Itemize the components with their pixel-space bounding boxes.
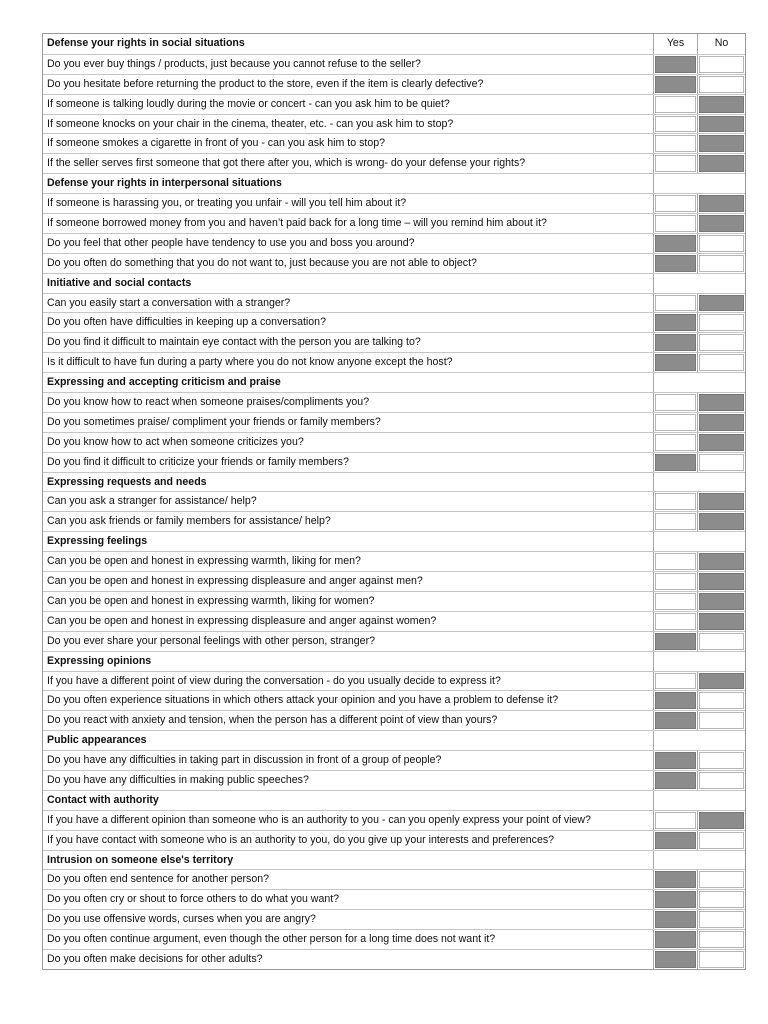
question-text: Do you know how to react when someone praises/compliments you? (43, 393, 654, 412)
yes-answer-cell[interactable] (654, 234, 698, 253)
yes-answer-cell[interactable] (654, 672, 698, 691)
no-answer-cell[interactable] (698, 393, 745, 412)
section-header-row (43, 730, 745, 750)
no-answer-cell[interactable] (698, 413, 745, 432)
yes-answer-cell[interactable] (654, 55, 698, 74)
question-row (43, 770, 745, 790)
question-row (43, 671, 745, 691)
yes-answer-cell[interactable] (654, 433, 698, 452)
yes-answer-cell[interactable] (654, 930, 698, 949)
yes-column-header (654, 473, 698, 492)
no-answer-cell[interactable] (698, 831, 745, 850)
question-text: Do you have any difficulties in taking part in discussion in front of a group of people? (43, 751, 654, 770)
question-text: Do you often do something that you do not want to, just because you are not able to object? (43, 254, 654, 273)
yes-answer-box (655, 593, 696, 610)
no-answer-box (699, 394, 744, 411)
question-text: Do you find it difficult to maintain eye contact with the person you are talking to? (43, 333, 654, 352)
no-answer-cell[interactable] (698, 811, 745, 830)
question-text: If you have a different point of view during the conversation - do you usually decide to express it? (43, 672, 654, 691)
question-row (43, 750, 745, 770)
yes-answer-box (655, 673, 696, 690)
yes-answer-box (655, 96, 696, 113)
yes-answer-box (655, 891, 696, 908)
question-text: If someone smokes a cigarette in front of you - can you ask him to stop? (43, 134, 654, 153)
question-text: If someone is harassing you, or treating you unfair - will you tell him about it? (43, 194, 654, 213)
yes-column-header (654, 791, 698, 810)
yes-answer-box (655, 692, 696, 709)
question-text: Do you often experience situations in which others attack your opinion and you have a problem to defense it? (43, 691, 654, 710)
no-answer-cell[interactable] (698, 950, 745, 969)
yes-answer-cell[interactable] (654, 751, 698, 770)
section-header-row (43, 34, 745, 54)
question-text: Is it difficult to have fun during a party where you do not know anyone except the host? (43, 353, 654, 372)
question-text: Do you often have difficulties in keeping up a conversation? (43, 313, 654, 332)
question-text: Do you often cry or shout to force others to do what you want? (43, 890, 654, 909)
section-header-row (43, 790, 745, 810)
no-answer-box (699, 354, 744, 371)
question-row (43, 332, 745, 352)
no-answer-box (699, 513, 744, 530)
question-text: If someone knocks on your chair in the cinema, theater, etc. - can you ask him to stop? (43, 115, 654, 134)
yes-answer-box (655, 215, 696, 232)
no-column-header (698, 473, 745, 492)
yes-answer-box (655, 76, 696, 93)
yes-answer-box (655, 295, 696, 312)
yes-answer-cell[interactable] (654, 115, 698, 134)
question-text: Can you ask a stranger for assistance/ help? (43, 492, 654, 511)
yes-answer-box (655, 454, 696, 471)
question-row (43, 153, 745, 173)
yes-answer-box (655, 712, 696, 729)
no-answer-cell[interactable] (698, 115, 745, 134)
yes-column-header (654, 532, 698, 551)
question-text: Do you have any difficulties in making public speeches? (43, 771, 654, 790)
no-answer-cell[interactable] (698, 751, 745, 770)
question-text: If you have a different opinion than someone who is an authority to you - can you openly express your point of view? (43, 811, 654, 830)
no-answer-box (699, 593, 744, 610)
question-row (43, 889, 745, 909)
no-answer-cell[interactable] (698, 572, 745, 591)
question-text: Do you often continue argument, even though the other person for a long time does not want it? (43, 930, 654, 949)
section-title: Defense your rights in social situations (43, 34, 654, 54)
question-row (43, 412, 745, 432)
no-answer-box (699, 752, 744, 769)
no-answer-cell[interactable] (698, 691, 745, 710)
no-answer-cell[interactable] (698, 95, 745, 114)
no-answer-cell[interactable] (698, 453, 745, 472)
question-row (43, 631, 745, 651)
yes-answer-cell[interactable] (654, 910, 698, 929)
section-title: Intrusion on someone else's territory (43, 851, 654, 870)
no-answer-box (699, 195, 744, 212)
no-answer-box (699, 832, 744, 849)
no-answer-box (699, 931, 744, 948)
no-answer-box (699, 314, 744, 331)
yes-answer-box (655, 56, 696, 73)
yes-answer-box (655, 871, 696, 888)
no-answer-box (699, 673, 744, 690)
question-row (43, 571, 745, 591)
no-answer-box (699, 812, 744, 829)
no-answer-box (699, 414, 744, 431)
yes-answer-box (655, 553, 696, 570)
no-answer-cell[interactable] (698, 433, 745, 452)
question-text: Can you ask friends or family members for assistance/ help? (43, 512, 654, 531)
no-answer-cell[interactable] (698, 313, 745, 332)
no-answer-box (699, 911, 744, 928)
no-answer-cell[interactable] (698, 234, 745, 253)
question-row (43, 253, 745, 273)
no-answer-box (699, 215, 744, 232)
question-row (43, 591, 745, 611)
section-title: Expressing requests and needs (43, 473, 654, 492)
question-row (43, 949, 745, 969)
yes-answer-cell[interactable] (654, 453, 698, 472)
question-text: Do you ever buy things / products, just because you cannot refuse to the seller? (43, 55, 654, 74)
question-text: If you have contact with someone who is an authority to you, do you give up your interests and preferences? (43, 831, 654, 850)
yes-answer-box (655, 573, 696, 590)
no-answer-box (699, 891, 744, 908)
question-row (43, 114, 745, 134)
question-row (43, 133, 745, 153)
yes-answer-box (655, 354, 696, 371)
no-answer-box (699, 255, 744, 272)
section-title: Initiative and social contacts (43, 274, 654, 293)
no-answer-box (699, 553, 744, 570)
yes-answer-cell[interactable] (654, 294, 698, 313)
question-text: Do you feel that other people have tendency to use you and boss you around? (43, 234, 654, 253)
yes-answer-box (655, 911, 696, 928)
question-text: If someone is talking loudly during the movie or concert - can you ask him to be quiet? (43, 95, 654, 114)
yes-answer-cell[interactable] (654, 890, 698, 909)
yes-answer-cell[interactable] (654, 771, 698, 790)
question-text: Do you hesitate before returning the product to the store, even if the item is clearly defective? (43, 75, 654, 94)
no-answer-box (699, 573, 744, 590)
yes-answer-cell[interactable] (654, 870, 698, 889)
section-header-row (43, 173, 745, 193)
question-row (43, 869, 745, 889)
yes-answer-box (655, 633, 696, 650)
section-title: Defense your rights in interpersonal situations (43, 174, 654, 193)
section-header-row (43, 273, 745, 293)
question-row (43, 233, 745, 253)
yes-answer-box (655, 135, 696, 152)
question-row (43, 74, 745, 94)
no-answer-cell[interactable] (698, 870, 745, 889)
yes-answer-cell[interactable] (654, 75, 698, 94)
no-answer-box (699, 951, 744, 968)
question-row (43, 312, 745, 332)
no-answer-cell[interactable] (698, 930, 745, 949)
question-text: Do you use offensive words, curses when you are angry? (43, 910, 654, 929)
yes-answer-box (655, 434, 696, 451)
no-answer-box (699, 135, 744, 152)
question-row (43, 293, 745, 313)
yes-column-header (654, 34, 698, 54)
no-answer-box (699, 76, 744, 93)
no-answer-box (699, 493, 744, 510)
no-column-header (698, 174, 745, 193)
no-answer-box (699, 692, 744, 709)
yes-answer-cell[interactable] (654, 711, 698, 730)
yes-answer-cell[interactable] (654, 592, 698, 611)
section-title: Contact with authority (43, 791, 654, 810)
section-header-row (43, 850, 745, 870)
yes-answer-box (655, 931, 696, 948)
yes-answer-cell[interactable] (654, 214, 698, 233)
no-answer-box (699, 235, 744, 252)
no-answer-cell[interactable] (698, 592, 745, 611)
no-column-header (698, 652, 745, 671)
yes-answer-box (655, 195, 696, 212)
no-column-header (698, 791, 745, 810)
yes-answer-box (655, 513, 696, 530)
question-text: If someone borrowed money from you and haven’t paid back for a long time – will you remind him about it? (43, 214, 654, 233)
question-row (43, 432, 745, 452)
no-answer-cell[interactable] (698, 254, 745, 273)
question-row (43, 193, 745, 213)
no-answer-cell[interactable] (698, 353, 745, 372)
no-answer-cell[interactable] (698, 910, 745, 929)
no-column-header (698, 731, 745, 750)
no-answer-box (699, 334, 744, 351)
yes-answer-cell[interactable] (654, 353, 698, 372)
yes-header-label: Yes (666, 37, 685, 49)
yes-column-header (654, 373, 698, 392)
yes-answer-box (655, 155, 696, 172)
no-answer-cell[interactable] (698, 294, 745, 313)
question-row (43, 830, 745, 850)
question-text: Can you easily start a conversation with a stranger? (43, 294, 654, 313)
no-answer-cell[interactable] (698, 55, 745, 74)
yes-answer-box (655, 832, 696, 849)
yes-answer-cell[interactable] (654, 552, 698, 571)
section-title: Expressing opinions (43, 652, 654, 671)
section-header-row (43, 372, 745, 392)
no-answer-cell[interactable] (698, 75, 745, 94)
no-answer-cell[interactable] (698, 512, 745, 531)
yes-column-header (654, 174, 698, 193)
yes-answer-cell[interactable] (654, 313, 698, 332)
yes-answer-cell[interactable] (654, 333, 698, 352)
yes-column-header (654, 274, 698, 293)
question-text: Do you know how to act when someone criticizes you? (43, 433, 654, 452)
question-text: Can you be open and honest in expressing warmth, liking for men? (43, 552, 654, 571)
question-row (43, 452, 745, 472)
no-answer-cell[interactable] (698, 194, 745, 213)
section-title: Expressing and accepting criticism and praise (43, 373, 654, 392)
no-answer-cell[interactable] (698, 492, 745, 511)
question-text: Can you be open and honest in expressing displeasure and anger against women? (43, 612, 654, 631)
question-text: Can you be open and honest in expressing displeasure and anger against men? (43, 572, 654, 591)
no-answer-cell[interactable] (698, 672, 745, 691)
yes-answer-box (655, 752, 696, 769)
yes-answer-cell[interactable] (654, 632, 698, 651)
no-header-label: No (714, 37, 729, 49)
question-row (43, 909, 745, 929)
question-row (43, 710, 745, 730)
question-text: Do you find it difficult to criticize your friends or family members? (43, 453, 654, 472)
no-answer-cell[interactable] (698, 612, 745, 631)
question-row (43, 929, 745, 949)
question-text: Do you often end sentence for another person? (43, 870, 654, 889)
yes-column-header (654, 731, 698, 750)
no-answer-box (699, 96, 744, 113)
no-column-header (698, 373, 745, 392)
yes-answer-box (655, 314, 696, 331)
yes-answer-box (655, 812, 696, 829)
question-text: Do you ever share your personal feelings with other person, stranger? (43, 632, 654, 651)
yes-answer-cell[interactable] (654, 691, 698, 710)
no-answer-box (699, 613, 744, 630)
yes-answer-cell[interactable] (654, 492, 698, 511)
no-answer-box (699, 633, 744, 650)
yes-answer-box (655, 613, 696, 630)
yes-answer-box (655, 334, 696, 351)
no-answer-box (699, 295, 744, 312)
section-title: Expressing feelings (43, 532, 654, 551)
question-row (43, 352, 745, 372)
yes-answer-cell[interactable] (654, 134, 698, 153)
question-text: Do you often make decisions for other adults? (43, 950, 654, 969)
no-answer-box (699, 155, 744, 172)
no-answer-box (699, 434, 744, 451)
question-text: If the seller serves first someone that got there after you, which is wrong- do your defense your rights? (43, 154, 654, 173)
no-answer-box (699, 772, 744, 789)
yes-answer-box (655, 116, 696, 133)
question-row (43, 810, 745, 830)
question-row (43, 213, 745, 233)
question-text: Can you be open and honest in expressing warmth, liking for women? (43, 592, 654, 611)
no-answer-cell[interactable] (698, 333, 745, 352)
no-answer-box (699, 712, 744, 729)
yes-answer-box (655, 414, 696, 431)
yes-answer-cell[interactable] (654, 154, 698, 173)
no-answer-cell[interactable] (698, 771, 745, 790)
yes-answer-box (655, 394, 696, 411)
yes-column-header (654, 652, 698, 671)
question-row (43, 611, 745, 631)
no-answer-cell[interactable] (698, 214, 745, 233)
section-header-row (43, 472, 745, 492)
yes-answer-cell[interactable] (654, 572, 698, 591)
question-row (43, 511, 745, 531)
section-title: Public appearances (43, 731, 654, 750)
yes-answer-cell[interactable] (654, 413, 698, 432)
no-answer-box (699, 454, 744, 471)
no-answer-cell[interactable] (698, 134, 745, 153)
questionnaire-table (42, 33, 746, 970)
question-row (43, 551, 745, 571)
section-header-row (43, 651, 745, 671)
no-answer-box (699, 871, 744, 888)
yes-answer-cell[interactable] (654, 612, 698, 631)
yes-answer-box (655, 493, 696, 510)
yes-answer-cell[interactable] (654, 194, 698, 213)
no-answer-cell[interactable] (698, 711, 745, 730)
no-answer-cell[interactable] (698, 154, 745, 173)
yes-answer-box (655, 951, 696, 968)
yes-answer-cell[interactable] (654, 254, 698, 273)
no-answer-box (699, 116, 744, 133)
question-row (43, 94, 745, 114)
section-header-row (43, 531, 745, 551)
no-answer-box (699, 56, 744, 73)
yes-answer-cell[interactable] (654, 831, 698, 850)
question-row (43, 392, 745, 412)
question-text: Do you react with anxiety and tension, when the person has a different point of view than yours? (43, 711, 654, 730)
yes-column-header (654, 851, 698, 870)
yes-answer-cell[interactable] (654, 811, 698, 830)
no-column-header (698, 532, 745, 551)
yes-answer-cell[interactable] (654, 393, 698, 412)
yes-answer-cell[interactable] (654, 950, 698, 969)
yes-answer-box (655, 255, 696, 272)
no-column-header (698, 274, 745, 293)
question-text: Do you sometimes praise/ compliment your friends or family members? (43, 413, 654, 432)
no-answer-cell[interactable] (698, 632, 745, 651)
no-answer-cell[interactable] (698, 890, 745, 909)
yes-answer-cell[interactable] (654, 512, 698, 531)
no-answer-cell[interactable] (698, 552, 745, 571)
question-row (43, 690, 745, 710)
no-column-header (698, 851, 745, 870)
yes-answer-box (655, 235, 696, 252)
no-column-header (698, 34, 745, 54)
yes-answer-box (655, 772, 696, 789)
yes-answer-cell[interactable] (654, 95, 698, 114)
question-row (43, 54, 745, 74)
question-row (43, 491, 745, 511)
